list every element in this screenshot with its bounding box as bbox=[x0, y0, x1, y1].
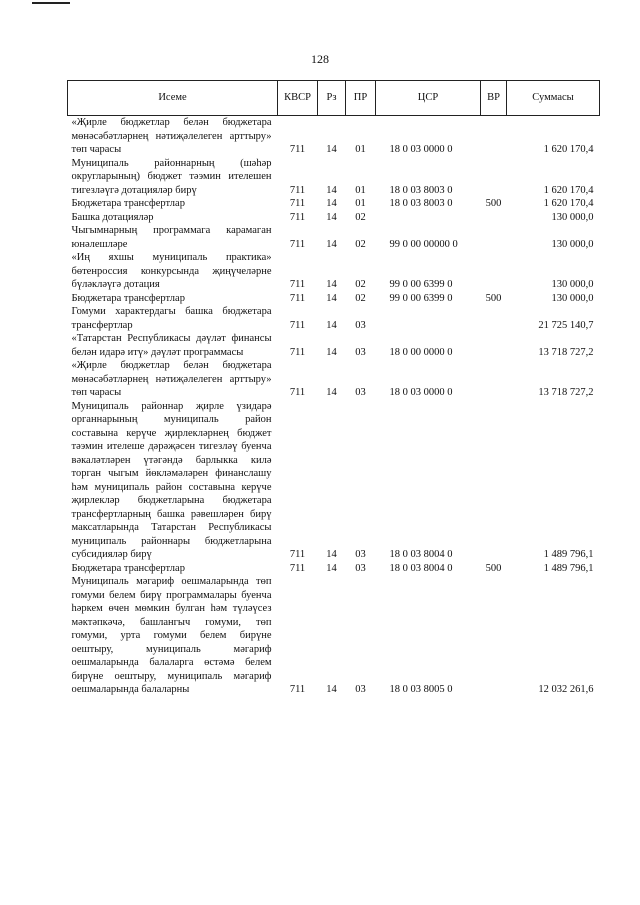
row-rz: 14 bbox=[326, 684, 337, 695]
row-csr: 18 0 03 8003 0 bbox=[389, 198, 453, 209]
table-header bbox=[68, 81, 600, 116]
row-sum: 130 000,0 bbox=[551, 279, 594, 290]
row-sum: 1 620 170,4 bbox=[543, 184, 594, 196]
row-vr bbox=[481, 400, 507, 562]
table-row bbox=[68, 157, 600, 198]
row-vr bbox=[481, 211, 507, 225]
row-rz: 14 bbox=[326, 198, 337, 209]
row-rz: 14 bbox=[326, 211, 337, 223]
row-csr: 18 0 03 8003 0 bbox=[389, 184, 453, 196]
row-kvsr: 711 bbox=[289, 279, 306, 290]
table-row bbox=[68, 292, 600, 306]
table-row bbox=[68, 197, 600, 211]
page-number: 128 bbox=[311, 52, 329, 66]
row-sum: 130 000,0 bbox=[551, 211, 594, 223]
row-vr bbox=[481, 359, 507, 400]
row-kvsr: 711 bbox=[289, 684, 306, 695]
header-sum: Суммасы bbox=[507, 81, 600, 116]
row-csr: 18 0 00 0000 0 bbox=[389, 346, 453, 358]
row-csr: 18 0 03 0000 0 bbox=[389, 144, 453, 155]
header-kvsr: КВСР bbox=[278, 81, 318, 116]
row-rz: 14 bbox=[326, 144, 337, 155]
row-kvsr: 711 bbox=[289, 562, 306, 574]
row-rz: 14 bbox=[326, 238, 337, 250]
row-rz: 14 bbox=[326, 346, 337, 358]
row-csr: 99 0 00 6399 0 bbox=[389, 279, 453, 290]
row-kvsr: 711 bbox=[289, 346, 306, 358]
table-row bbox=[68, 359, 600, 400]
row-pr: 03 bbox=[355, 562, 366, 574]
row-rz: 14 bbox=[326, 279, 337, 290]
row-kvsr: 711 bbox=[289, 238, 306, 250]
row-pr: 02 bbox=[355, 211, 366, 223]
table-row bbox=[68, 305, 600, 332]
row-sum: 1 620 170,4 bbox=[543, 198, 594, 209]
header-csr: ЦСР bbox=[376, 81, 481, 116]
row-csr: 99 0 00 00000 0 bbox=[389, 238, 458, 250]
row-name: «Иң яхшы муниципаль практика» бөтенроссия конкурсында җиңүчеләрне бүләкләүгә дотация bbox=[71, 252, 272, 290]
row-rz: 14 bbox=[326, 292, 337, 304]
row-pr: 03 bbox=[355, 346, 366, 358]
row-vr bbox=[481, 157, 507, 198]
header-vr: ВР bbox=[481, 81, 507, 116]
row-rz: 14 bbox=[326, 184, 337, 196]
row-vr: 500 bbox=[485, 292, 502, 304]
row-vr: 500 bbox=[485, 198, 502, 209]
row-vr bbox=[481, 224, 507, 251]
row-pr: 03 bbox=[355, 319, 366, 331]
row-vr bbox=[481, 251, 507, 292]
row-vr bbox=[481, 305, 507, 332]
row-rz: 14 bbox=[326, 562, 337, 574]
row-csr: 18 0 03 8004 0 bbox=[389, 549, 453, 560]
row-sum: 13 718 727,2 bbox=[538, 346, 594, 358]
table-body bbox=[68, 116, 600, 697]
row-sum: 1 489 796,1 bbox=[543, 549, 594, 560]
row-name: Чыгымнарның программага карамаган юнәлешләре bbox=[71, 225, 272, 250]
table-row bbox=[68, 251, 600, 292]
row-name: Муниципаль мәгариф оешмаларында төп гомуми белем бирү программалары буенча һәркем өчен мөмкин булган һәм түләүсез мәктәпкәчә, башлангыч гомуми, төп гомуми, урта гомуми белем бирүне оештыру, муниципаль мәгариф оешмаларында балаларга өстәмә белем бирүне оештыру, муниципаль мәгариф оешмаларында балаларны bbox=[71, 576, 272, 695]
row-kvsr: 711 bbox=[289, 184, 306, 196]
row-pr: 01 bbox=[355, 198, 366, 209]
row-csr: 99 0 00 6399 0 bbox=[389, 292, 453, 304]
row-vr: 500 bbox=[485, 562, 502, 574]
row-pr: 01 bbox=[355, 184, 366, 196]
row-name: «Җирле бюджетлар белән бюджетара мөнәсәбәтләрнең нәтиҗәлелеген арттыру» төп чарасы bbox=[71, 117, 272, 155]
row-name: Бюджетара трансфертлар bbox=[71, 562, 185, 574]
table-row bbox=[68, 332, 600, 359]
row-kvsr: 711 bbox=[289, 144, 306, 155]
row-kvsr: 711 bbox=[289, 387, 306, 398]
row-sum: 21 725 140,7 bbox=[538, 319, 594, 331]
row-pr: 01 bbox=[355, 144, 366, 155]
row-pr: 03 bbox=[355, 549, 366, 560]
row-kvsr: 711 bbox=[289, 549, 306, 560]
row-name: Муниципаль районнар җирле үзидарә органнарының муниципаль район составына керүче җирлекләрнең бюджет тәэмин ителеше дәрәҗәсен тигезләү буенча вәкаләтләрен үтәгәндә барлыкка килә торган чыгым йөкләмәләрен финанслашу һәм муниципаль район составына керүче җирлекләр бюджетларына бюджетара трансфертларның башка рәвешләрен бирү максатларында Татарстан Республикасы муниципаль районнары бюджетларына субсидияләр бирү bbox=[71, 400, 272, 560]
row-name: «Татарстан Республикасы дәүләт финансы белән идарә итү» дәүләт программасы bbox=[71, 333, 272, 358]
row-name: «Җирле бюджетлар белән бюджетара мөнәсәбәтләрнең нәтиҗәлелеген арттыру» төп чарасы bbox=[71, 360, 272, 398]
row-name: Бюджетара трансфертлар bbox=[71, 292, 185, 304]
row-rz: 14 bbox=[326, 387, 337, 398]
row-name: Башка дотацияләр bbox=[71, 211, 154, 223]
row-vr bbox=[481, 575, 507, 697]
header-name: Исеме bbox=[68, 81, 278, 116]
table-row bbox=[68, 562, 600, 576]
row-vr bbox=[481, 332, 507, 359]
row-sum: 13 718 727,2 bbox=[538, 387, 594, 398]
table-row bbox=[68, 400, 600, 562]
row-csr: 18 0 03 8005 0 bbox=[389, 684, 453, 695]
row-sum: 1 489 796,1 bbox=[543, 562, 594, 574]
row-sum: 130 000,0 bbox=[551, 292, 594, 304]
row-pr: 03 bbox=[355, 684, 366, 695]
row-sum: 12 032 261,6 bbox=[538, 684, 594, 695]
row-name: Гомуми характердагы башка бюджетара трансфертлар bbox=[71, 306, 272, 331]
row-kvsr: 711 bbox=[289, 292, 306, 304]
header-pr: ПР bbox=[346, 81, 376, 116]
row-name: Муниципаль районнарның (шәһәр округларының) бюджет тәэмин ителешен тигезләүгә дотацияләр бирү bbox=[71, 157, 272, 196]
header-rz: Рз bbox=[318, 81, 346, 116]
row-kvsr: 711 bbox=[289, 319, 306, 331]
row-pr: 02 bbox=[355, 279, 366, 290]
table-row bbox=[68, 575, 600, 697]
row-name: Бюджетара трансфертлар bbox=[71, 198, 185, 209]
row-pr: 03 bbox=[355, 387, 366, 398]
row-sum: 1 620 170,4 bbox=[543, 144, 594, 155]
row-rz: 14 bbox=[326, 549, 337, 560]
row-sum: 130 000,0 bbox=[551, 238, 594, 250]
row-pr: 02 bbox=[355, 292, 366, 304]
row-csr bbox=[376, 305, 481, 332]
corner-mark bbox=[32, 2, 70, 4]
table-row bbox=[68, 116, 600, 157]
table-row bbox=[68, 211, 600, 225]
budget-table bbox=[67, 80, 600, 697]
row-csr: 18 0 03 0000 0 bbox=[389, 387, 453, 398]
row-kvsr: 711 bbox=[289, 211, 306, 223]
table-row bbox=[68, 224, 600, 251]
row-vr bbox=[481, 116, 507, 157]
row-rz: 14 bbox=[326, 319, 337, 331]
row-pr: 02 bbox=[355, 238, 366, 250]
row-csr: 18 0 03 8004 0 bbox=[389, 562, 453, 574]
row-csr bbox=[376, 211, 481, 225]
row-kvsr: 711 bbox=[289, 198, 306, 209]
